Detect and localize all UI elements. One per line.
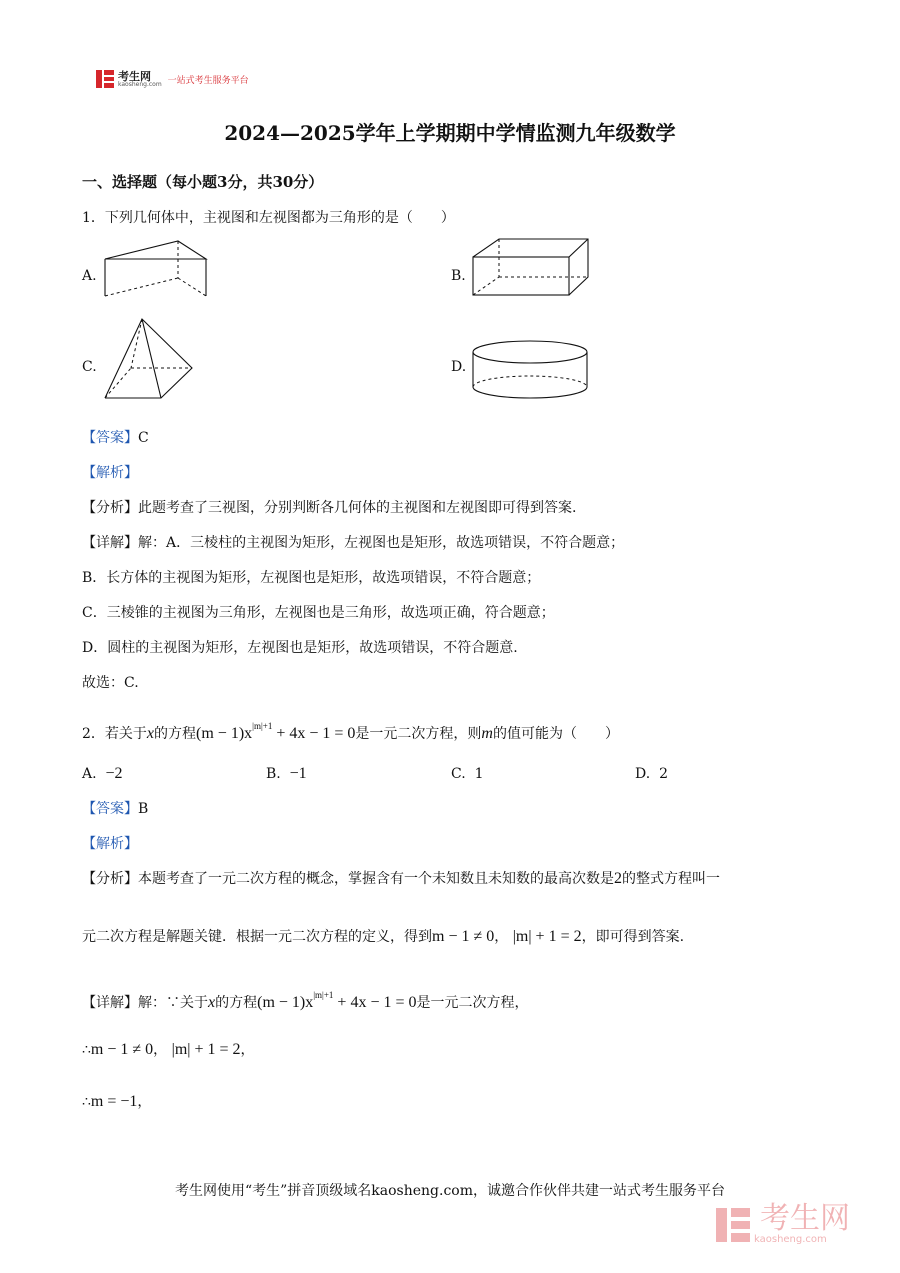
watermark-logo	[716, 1201, 850, 1245]
q2-detail-line: 【详解】解：∵关于x的方程$(m - 1)x^{|m|+1} + 4x - 1 = 0$是一元二次方程，	[82, 990, 529, 1011]
q1-option-b-label: B.	[451, 268, 466, 284]
logo-domain: kaosheng.com	[118, 80, 162, 88]
logo-slogan: 一站式考生服务平台	[167, 75, 249, 86]
q2-option-a: A. −2	[82, 765, 123, 782]
q1-detail-b: B．长方体的主视图为矩形，左视图也是矩形，故选项错误，不符合题意；	[82, 570, 541, 586]
q2-var-m: m	[481, 725, 493, 742]
q1-fenxi: 此题考查了三视图，分别判断各几何体的主视图和左视图即可得到答案.	[138, 500, 577, 516]
q2-analysis-tag: 【解析】	[82, 836, 138, 852]
q2-answer: B	[138, 801, 149, 817]
q2-answer-tag: 【答案】	[82, 801, 138, 817]
header-logo[interactable]	[96, 70, 249, 88]
q2-therefore-line2: ∴m = −1，	[82, 1093, 152, 1110]
q2-fenxi-line2: 元二次方程是解题关键．根据一元二次方程的定义，得到m − 1 ≠ 0， |m| + 1 = 2，即可得到答案.	[82, 928, 685, 945]
q1-option-d-label: D.	[451, 359, 467, 375]
q2-stem-post: 是一元二次方程，则	[355, 726, 482, 742]
q1-answer: C	[138, 430, 149, 446]
q1-option-c-label: C.	[82, 359, 97, 375]
q2-num: 2．	[82, 726, 105, 742]
triangular-pyramid-figure	[104, 318, 196, 400]
q1-detail-d: D．圆柱的主视图为矩形，左视图也是矩形，故选项错误，不符合题意.	[82, 640, 518, 656]
q2-stem-mid: 的方程	[154, 726, 197, 742]
section-heading: 一、选择题（每小题3分，共30分）	[82, 173, 324, 191]
q2-var-x: x	[146, 725, 155, 742]
q2-equation: $(m - 1)x^{|m|+1} + 4x - 1 = 0$	[196, 721, 356, 742]
q2-stem-pre: 若关于	[104, 726, 147, 742]
q1-detail-c: C．三棱锥的主视图为三角形，左视图也是三角形，故选项正确，符合题意；	[82, 605, 555, 621]
q1-detail-tag: 【详解】	[82, 535, 138, 551]
q1-analysis-tag: 【解析】	[82, 465, 138, 481]
q2-stem	[82, 716, 619, 744]
q1-stem: 1．下列几何体中，主视图和左视图都为三角形的是（ ）	[82, 210, 455, 226]
q1-answer-tag: 【答案】	[82, 430, 138, 446]
q1-detail-a: 解：A．三棱柱的主视图为矩形，左视图也是矩形，故选项错误，不符合题意；	[138, 535, 625, 551]
q1-conclusion: 故选：C.	[82, 675, 139, 691]
kaosheng-logo-icon	[96, 70, 114, 88]
watermark-name: 考生网	[760, 1201, 850, 1236]
q2-fenxi-line1: 【分析】本题考查了一元二次方程的概念，掌握含有一个未知数且未知数的最高次数是2的整式方程叫一	[82, 870, 720, 887]
page-title: 2024—2025学年上学期期中学情监测九年级数学	[224, 121, 676, 145]
q2-therefore-line1: ∴m − 1 ≠ 0， |m| + 1 = 2，	[82, 1041, 255, 1058]
watermark-domain: kaosheng.com	[754, 1234, 827, 1245]
triangular-prism-figure	[104, 240, 214, 300]
cuboid-figure	[472, 238, 592, 300]
q1-fenxi-tag: 【分析】	[82, 500, 138, 516]
q1-option-a-label: A.	[82, 268, 97, 284]
cylinder-figure	[472, 340, 590, 402]
watermark-icon	[716, 1208, 750, 1242]
footer-text: 考生网使用“考生”拼音顶级域名kaosheng.com，诚邀合作伙伴共建一站式考生服务平台	[174, 1183, 726, 1199]
q2-stem-end: 的值可能为（ ）	[492, 726, 619, 742]
logo-name: 考生网	[118, 69, 151, 83]
q2-option-b: B. −1	[266, 765, 307, 782]
q2-option-c: C. 1	[451, 766, 484, 782]
q2-option-d: D. 2	[635, 766, 669, 782]
